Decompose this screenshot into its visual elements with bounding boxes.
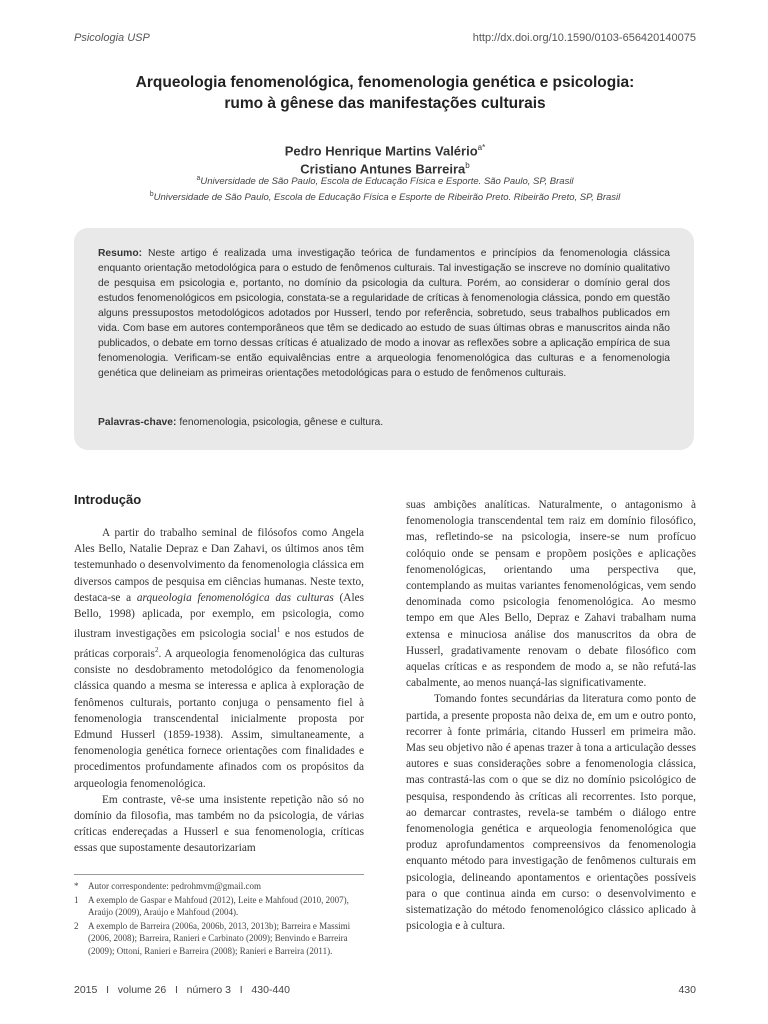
keywords-text: fenomenologia, psicologia, gênese e cultura. bbox=[179, 417, 384, 428]
p1-text-a: A partir do trabalho seminal de filósofos como Angela Ales Bello, Natalie Depraz e Dan Zahavi, os últimos anos têm testemunhado o desenvolvimento da fenomenologia clássica em diversos campos de pesquisa em ciências humanas. Neste texto, destaca-se a bbox=[74, 527, 364, 604]
p1-text-b: (Ales Bello, 1998) aplicada, por exemplo, em psicologia, como ilustram investigações em psicologia social bbox=[74, 591, 364, 640]
abstract-body: Neste artigo é realizada uma investigação teórica de fundamentos e princípios da fenomenologia clássica enquanto orientação metodológica para o estudo de fenômenos culturais. Tal investigação se inscreve no domínio qualitativo de pesquisa em psicologia e, portanto, no domínio da psicologia da cultura. Porém, ao considerar o domínio geral dos estudos fenomenológicos em psicologia, constata-se a regularidade de críticas à fenomenologia clássica, pondo em questão alguns pressupostos metodológicos adotados por Husserl, tendo por referência, sobretudo, seus trabalhos publicados em vida. Com base em autores contemporâneos que têm se dedicado ao estudo de suas últimas obras e manuscritos ainda não publicados, o debate em torno dessas críticas é atualizado de modo a inovar as reflexões sobre a aplicação empírica de sua fenomenologia. Verificam-se então equivalências entre a arqueologia fenomenológica das culturas e a fenomenologia genética que delineiam as primeiras orientações metodológicas para o estudo de fenômenos culturais. bbox=[98, 248, 670, 379]
footnote-mark: 2 bbox=[74, 920, 79, 931]
intro-paragraph-2-continued: suas ambições analíticas. Naturalmente, o antagonismo à fenomenologia transcendental tem raiz em domínio filosófico, mas, refletindo-se na psicologia, insere-se num profícuo colóquio onde se pensam e propõem posições e aplicações fenomenológicas, orientando uma perspectiva que, contemplando as muitas variantes fenomenológicas, vem sendo denominada como psicologia fenomenológica. Ao mesmo tempo em que Ales Bello, Depraz e Zahavi trabalham numa extensa e minuciosa análise dos manuscritos da obra de Husserl, gradativamente renovam o debate filosófico com aquelas críticas e as respondem de modo a, se não refutá-las cabalmente, ao menos nuançá-las significativamente. bbox=[406, 499, 696, 690]
p1-text-c: e nos estudos de práticas corporais bbox=[74, 627, 365, 660]
issue-citation: 2015 I volume 26 I número 3 I 430-440 bbox=[74, 984, 290, 996]
author-2-name: Cristiano Antunes Barreira bbox=[300, 161, 466, 177]
intro-paragraph-2: Em contraste, vê-se uma insistente repetição não só no domínio da filosofia, mas também no da psicologia, de várias críticas endereçadas a Husserl e sua fenomenologia, críticas essas que supostamente desautorizariam bbox=[74, 793, 364, 855]
intro-paragraph-3: Tomando fontes secundárias da literatura como ponto de partida, a presente proposta não deixa de, em um e outro ponto, recorrer à fonte primária, citando Husserl em primeira mão. Mas seu objetivo não é apenas trazer à tona a articulação desses autores e suas considerações sobre a fenomenologia clássica, mas contrastá-las com o que se diz no domínio psicológico de pesquisa, respondendo às críticas ali recorrentes. Isto porque, ao demarcar contrastes, revela-se também o diálogo entre fenomenologia genética e arqueologia fenomenológica que produz aprofundamentos compreensivos da fenomenologia enquanto método para investigação de fenômenos culturais em psicologia, delineando apontamentos e orientações possíveis para o que continua ainda em curso: o desenvolvimento e sistematização do método fenomenológico clássico aplicado à psicologia e à cultura. bbox=[406, 693, 696, 933]
body-column-left bbox=[74, 525, 364, 857]
footnote-2 bbox=[74, 920, 364, 958]
title-line-2: rumo à gênese das manifestações culturais bbox=[224, 95, 546, 112]
footnote-ref-2[interactable]: 2 bbox=[154, 646, 159, 655]
intro-paragraph-1 bbox=[74, 525, 364, 792]
doi-link[interactable]: http://dx.doi.org/10.1590/0103-656420140075 bbox=[472, 32, 696, 44]
p1-text-d: . A arqueologia fenomenológica das culturas consiste no desdobramento metodológico da fenomenologia clássica quando a mesma se interessa e aplica à exploração de fenômenos culturais, portanto conjuga o pensamento fiel à fenomenologia transcendental inicialmente proposta por Edmund Husserl (1859-1938). Assim, simultaneamente, a fenomenologia genética fornece orientações com finalidades e procedimentos profundamente afinados com os propósitos da arqueologia fenomenológica. bbox=[74, 647, 365, 790]
author-2-marks: b bbox=[465, 161, 470, 171]
page-number: 430 bbox=[678, 984, 696, 996]
footnote-divider bbox=[74, 874, 364, 875]
p1-italic-term: arqueologia fenomenológica das culturas bbox=[136, 591, 334, 604]
keywords bbox=[98, 415, 670, 430]
affiliation-1-mark: a bbox=[196, 175, 201, 182]
footnote-text: Autor correspondente: pedrohmvm@gmail.com bbox=[88, 881, 261, 891]
footnote-mark: 1 bbox=[74, 894, 79, 905]
abstract-box bbox=[74, 228, 694, 450]
abstract-label: Resumo: bbox=[98, 248, 143, 259]
title-line-1: Arqueologia fenomenológica, fenomenologia genética e psicologia: bbox=[135, 74, 635, 91]
footnote-ref-1[interactable]: 1 bbox=[276, 626, 281, 635]
keywords-label: Palavras-chave: bbox=[98, 417, 177, 428]
running-head bbox=[74, 32, 696, 48]
author-1-marks: a* bbox=[477, 143, 486, 152]
affiliation-2-mark: b bbox=[149, 191, 154, 199]
author-1-name: Pedro Henrique Martins Valério bbox=[284, 143, 478, 159]
footnote-1 bbox=[74, 894, 364, 919]
footnote-text: A exemplo de Gaspar e Mahfoud (2012), Leite e Mahfoud (2010, 2007), Araújo (2009), Araújo e Mahfoud (2004). bbox=[88, 894, 349, 917]
affiliation-list bbox=[74, 172, 696, 204]
article-title bbox=[74, 72, 696, 114]
section-heading-introduction: Introdução bbox=[74, 492, 142, 507]
journal-name: Psicologia USP bbox=[74, 32, 150, 44]
affiliation-2-text: Universidade de São Paulo, Escola de Educação Física e Esporte de Ribeirão Preto. Ribeirão Preto, SP, Brasil bbox=[153, 192, 621, 204]
footnote-mark: * bbox=[74, 881, 79, 891]
body-column-right bbox=[406, 497, 696, 934]
footnote-corresponding bbox=[74, 880, 364, 893]
abstract bbox=[98, 246, 670, 381]
affiliation-2 bbox=[74, 188, 696, 204]
author-1 bbox=[74, 140, 696, 158]
affiliation-1-text: Universidade de São Paulo, Escola de Educação Física e Esporte. São Paulo, SP, Brasil bbox=[200, 176, 574, 188]
footnotes bbox=[74, 880, 364, 958]
page-footer bbox=[74, 984, 696, 998]
affiliation-1 bbox=[74, 172, 696, 188]
footnote-text: A exemplo de Barreira (2006a, 2006b, 2013, 2013b); Barreira e Massimi (2006, 2008); Barreira, Ranieri e Carbinato (2009); Benvindo e Barreira (2009); Ottoni, Ranieri e Barreira (2008); Ranieri e Barreira (2011). bbox=[88, 920, 351, 956]
